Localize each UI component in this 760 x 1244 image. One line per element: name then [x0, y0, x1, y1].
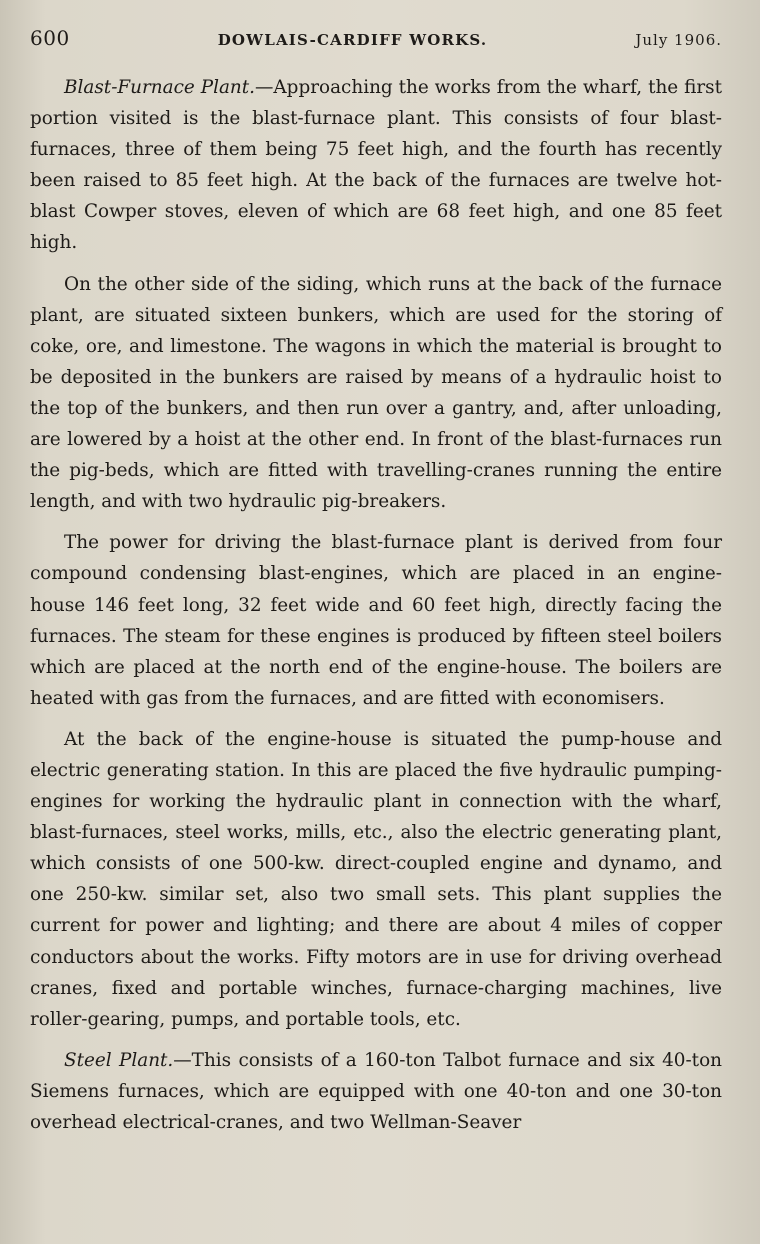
- paragraph-text: —Approaching the works from the wharf, the first portion visited is the blast-furnace plant. This consists of four blast-furnaces, three of them being 75 feet high, and the fourth has recently been raised to 85 feet high. At the back of the furnaces are twelve hot-blast Cowper stoves, eleven of which are 68 feet high, and one 85 feet high.: [30, 77, 722, 254]
- paragraph-pump-house: [30, 724, 722, 1035]
- paragraph-text: —This consists of a 160-ton Talbot furnace and six 40-ton Siemens furnaces, which are equipped with one 40-ton and one 30-ton overhead electrical-cranes, and two Wellman-Seaver: [30, 1049, 722, 1133]
- paragraph-text: On the other side of the siding, which runs at the back of the furnace plant, are situated sixteen bunkers, which are used for the storing of coke, ore, and limestone. The wagons in which the material is brought to be deposited in the bunkers are raised by means of a hydraulic hoist to the top of the bunkers, and then run over a gantry, and, after unloading, are lowered by a hoist at the other end. In front of the blast-furnaces run the pig-beds, which are fitted with travelling-cranes running the entire length, and with two hydraulic pig-breakers.: [30, 273, 722, 513]
- section-lead-blast-furnace: Blast-Furnace Plant.: [64, 77, 256, 98]
- page-number: 600: [30, 26, 70, 50]
- section-lead-steel-plant: Steel Plant.: [64, 1049, 174, 1071]
- paragraph-steel-plant: [30, 1045, 722, 1138]
- body-text: [30, 72, 722, 1138]
- paragraph-blast-furnace-plant: [30, 72, 722, 259]
- header-date: July 1906.: [635, 31, 722, 49]
- running-title: DOWLAIS-CARDIFF WORKS.: [217, 31, 488, 49]
- paragraph-text: At the back of the engine-house is situated the pump-house and electric generating station. In this are placed the five hydraulic pumping-engines for working the hydraulic plant in connection with the wharf, blast-furnaces, steel works, mills, etc., also the electric generating plant, which consists of one 500-kw. direct-coupled engine and dynamo, and one 250-kw. similar set, also two small sets. This plant supplies the current for power and lighting; and there are about 4 miles of copper conductors about the works. Fifty motors are in use for driving overhead cranes, fixed and portable winches, furnace-charging machines, live roller-gearing, pumps, and portable tools, etc.: [30, 728, 722, 1030]
- running-head: [30, 26, 722, 50]
- paragraph-blast-engines: [30, 527, 722, 714]
- paragraph-bunkers: [30, 269, 722, 518]
- paragraph-text: The power for driving the blast-furnace plant is derived from four compound condensing blast-engines, which are placed in an engine-house 146 feet long, 32 feet wide and 60 feet high, directly facing the furnaces. The steam for these engines is produced by fifteen steel boilers which are placed at the north end of the engine-house. The boilers are heated with gas from the furnaces, and are fitted with economisers.: [30, 532, 722, 709]
